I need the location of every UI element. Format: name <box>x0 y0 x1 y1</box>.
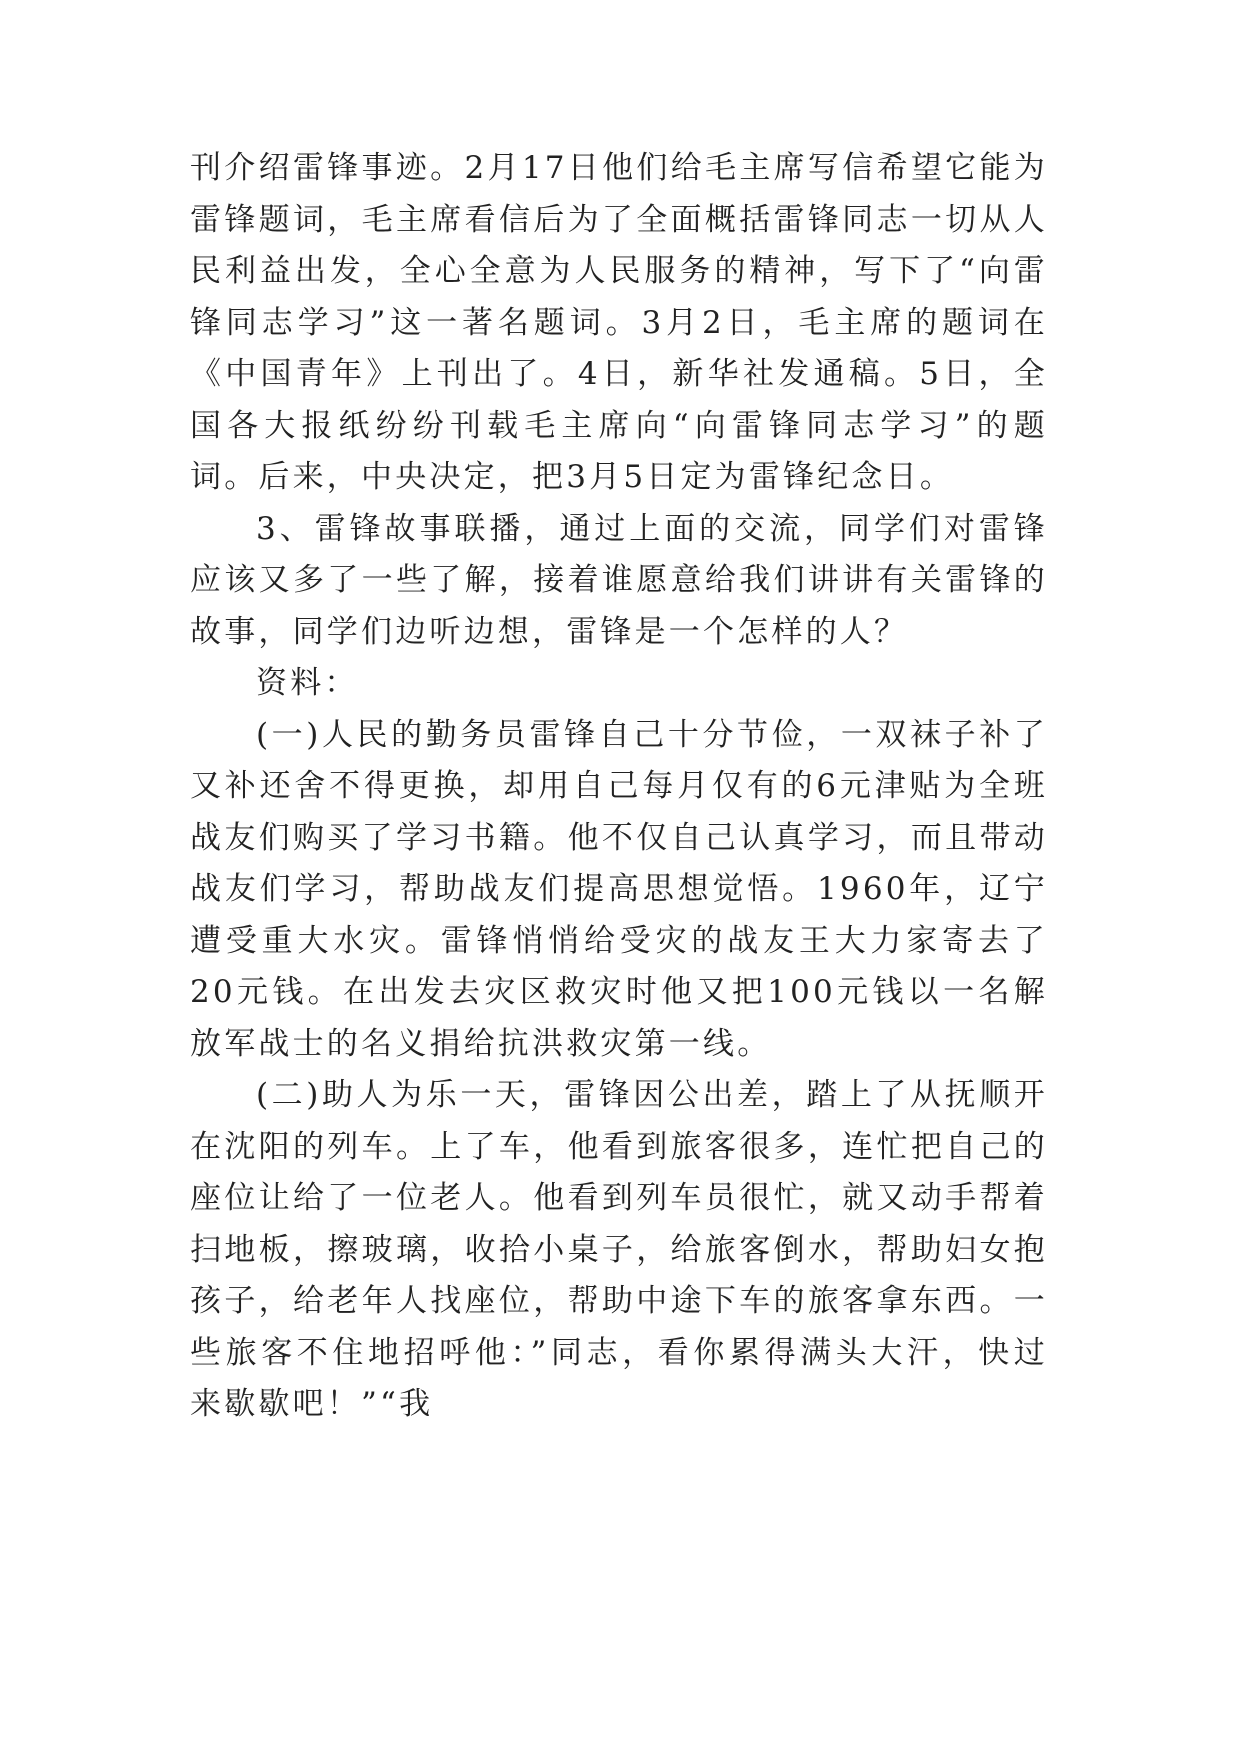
paragraph-lei-feng-inscription-history: 刊介绍雷锋事迹。2月17日他们给毛主席写信希望它能为雷锋题词，毛主席看信后为了全面概括雷锋同志一切从人民利益出发，全心全意为人民服务的精神，写下了“向雷锋同志学习”这一著名题词。3月2日，毛主席的题词在《中国青年》上刊出了。4日，新华社发通稿。5日，全国各大报纸纷纷刊载毛主席向“向雷锋同志学习”的题词。后来，中央决定，把3月5日定为雷锋纪念日。 <box>190 150 1048 495</box>
document-body <box>190 143 1048 1431</box>
paragraph-story-two: (二)助人为乐一天，雷锋因公出差，踏上了从抚顺开在沈阳的列车。上了车，他看到旅客很多，连忙把自己的座位让给了一位老人。他看到列车员很忙，就又动手帮着扫地板，擦玻璃，收拾小桌子，给旅客倒水，帮助妇女抱孩子，给老年人找座位，帮助中途下车的旅客拿东西。一些旅客不住地招呼他：”同志，看你累得满头大汗，快过来歇歇吧！”“我 <box>190 1077 1048 1422</box>
paragraph-story-broadcast: 3、雷锋故事联播，通过上面的交流，同学们对雷锋应该又多了一些了解，接着谁愿意给我们讲讲有关雷锋的故事，同学们边听边想，雷锋是一个怎样的人？ <box>190 510 1048 650</box>
paragraph-story-one: (一)人民的勤务员雷锋自己十分节俭，一双袜子补了又补还舍不得更换，却用自己每月仅有的6元津贴为全班战友们购买了学习书籍。他不仅自己认真学习，而且带动战友们学习，帮助战友们提高思想觉悟。1960年，辽宁遭受重大水灾。雷锋悄悄给受灾的战友王大力家寄去了20元钱。在出发去灾区救灾时他又把100元钱以一名解放军战士的名义捐给抗洪救灾第一线。 <box>190 716 1048 1062</box>
paragraph-materials-heading: 资料： <box>256 665 359 701</box>
